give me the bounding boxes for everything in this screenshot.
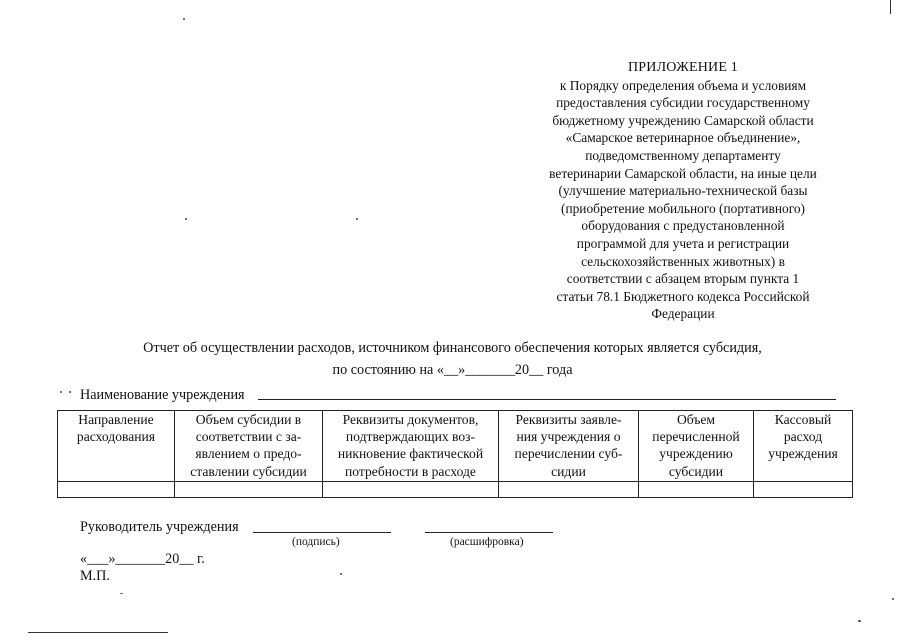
column-header-direction: Направление расходования bbox=[58, 411, 175, 482]
signature-decode-field[interactable] bbox=[425, 532, 553, 533]
scan-speck bbox=[185, 218, 187, 220]
appendix-line: программой для учета и регистрации bbox=[576, 235, 790, 251]
appendix-line: «Самарское ветеринарное объединение», bbox=[565, 130, 801, 146]
scan-artifact-line bbox=[890, 0, 891, 14]
report-table bbox=[57, 410, 853, 498]
institution-label: Наименование учреждения bbox=[80, 387, 245, 403]
appendix-line: (приобретение мобильного (портативного) bbox=[560, 200, 806, 216]
scan-speck bbox=[892, 598, 894, 600]
column-header-transferred-volume: Объем перечисленной учреждению субсидии bbox=[639, 411, 754, 482]
appendix-header bbox=[526, 59, 840, 323]
decode-caption: (расшифровка) bbox=[450, 536, 524, 548]
table-cell[interactable] bbox=[754, 482, 853, 498]
column-header-document-details: Реквизиты документов, подтверждающих воз- никновение фактической потребности в расходе bbox=[323, 411, 499, 482]
table-cell[interactable] bbox=[175, 482, 323, 498]
appendix-line: оборудования с предустановленной bbox=[581, 218, 785, 234]
appendix-line: к Порядку определения объема и условиям bbox=[559, 77, 807, 93]
signature-field[interactable] bbox=[253, 532, 391, 533]
appendix-line: бюджетному учреждению Самарской области bbox=[552, 112, 814, 128]
signature-date-line: «___»_______20__ г. bbox=[80, 551, 205, 567]
table-cell[interactable] bbox=[499, 482, 639, 498]
scan-speck bbox=[69, 391, 71, 393]
scan-speck bbox=[120, 593, 123, 594]
scan-speck bbox=[183, 18, 185, 20]
table-cell[interactable] bbox=[58, 482, 175, 498]
scan-artifact-line bbox=[28, 632, 168, 633]
signature-caption: (подпись) bbox=[292, 536, 340, 548]
appendix-line: (улучшение материально-технической базы bbox=[558, 183, 808, 199]
director-signature-label: Руководитель учреждения bbox=[80, 519, 239, 535]
scan-speck bbox=[356, 218, 358, 220]
table-header-row bbox=[58, 411, 853, 482]
table-cell[interactable] bbox=[323, 482, 499, 498]
column-header-application-details: Реквизиты заявле- ния учреждения о перечислении суб- сидии bbox=[499, 411, 639, 482]
appendix-line: Федерации bbox=[651, 306, 715, 322]
appendix-title: ПРИЛОЖЕНИЕ 1 bbox=[627, 60, 739, 75]
appendix-line: статьи 78.1 Бюджетного кодекса Российской bbox=[556, 288, 810, 304]
appendix-line: подведомственному департаменту bbox=[585, 147, 781, 163]
scan-speck bbox=[858, 620, 861, 622]
table-cell[interactable] bbox=[639, 482, 754, 498]
report-date-line: по состоянию на «__»_______20__ года bbox=[332, 362, 573, 378]
appendix-line: предоставления субсидии государственному bbox=[556, 95, 810, 111]
scan-speck bbox=[60, 391, 62, 393]
report-title: Отчет об осуществлении расходов, источником финансового обеспечения которых является субсидия, bbox=[143, 340, 762, 356]
column-header-cash-expense: Кассовый расход учреждения bbox=[754, 411, 853, 482]
appendix-line: соответствии с абзацем вторым пункта 1 bbox=[566, 271, 800, 287]
table-row bbox=[58, 482, 853, 498]
stamp-placeholder: М.П. bbox=[80, 568, 110, 584]
column-header-subsidy-volume: Объем субсидии в соответствии с за- явлением о предо- ставлении субсидии bbox=[175, 411, 323, 482]
appendix-line: сельскохозяйственных животных) в bbox=[581, 253, 785, 269]
scan-speck bbox=[340, 573, 342, 575]
appendix-line: ветеринарии Самарской области, на иные цели bbox=[549, 165, 817, 181]
institution-name-field[interactable] bbox=[258, 399, 836, 400]
